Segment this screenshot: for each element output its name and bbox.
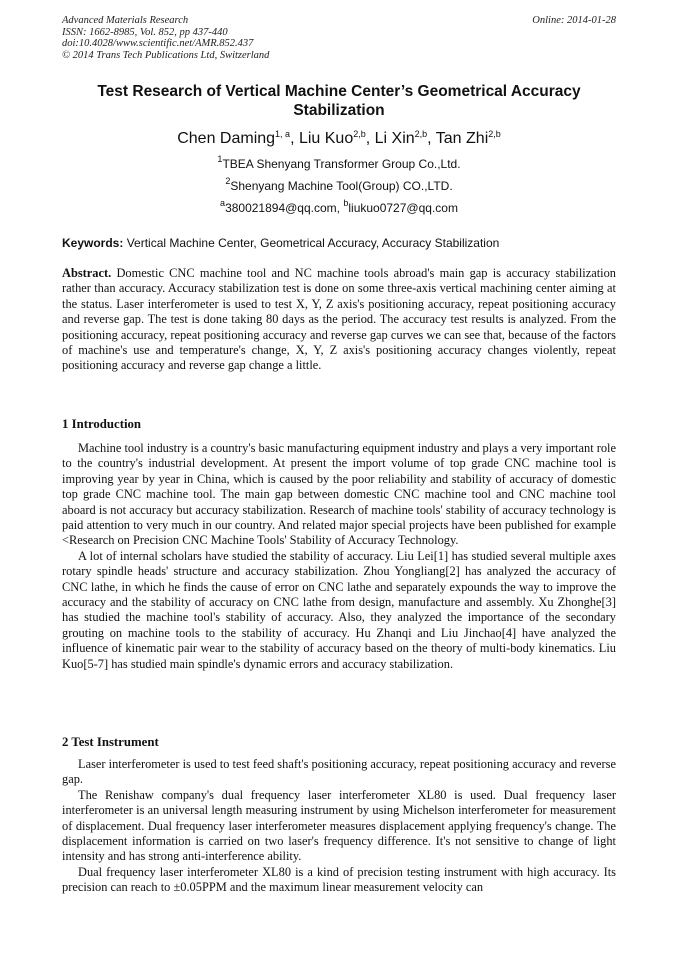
email-address[interactable]: liukuo0727@qq.com	[348, 201, 458, 215]
section-heading: 2 Test Instrument	[62, 735, 159, 749]
affiliation-2	[62, 176, 616, 194]
author-emails	[62, 198, 616, 216]
author-affiliation-mark: 2,b	[353, 129, 366, 139]
journal-doi: doi:10.4028/www.scientific.net/AMR.852.437	[62, 38, 254, 49]
affiliation-text: TBEA Shenyang Transformer Group Co.,Ltd.	[222, 157, 461, 171]
keywords	[62, 236, 616, 250]
journal-copyright: © 2014 Trans Tech Publications Ltd, Switzerland	[62, 49, 270, 61]
journal-name: Advanced Materials Research	[62, 15, 189, 26]
paragraph: The Renishaw company's dual frequency laser interferometer XL80 is used. Dual frequency laser interferometer is an universal length measuring instrument by using Michelson interferometer for measurement of displacement. Dual frequency laser interferometer measures displacement applying frequency's change. The displacement information is carried on two laser's frequency difference. It's not sensitive to change of light intensity and has strong anti-interference ability.	[62, 787, 616, 864]
paragraph: Dual frequency laser interferometer XL80 is a kind of precision testing instrument with high accuracy. Its precision can reach to ±0.05PPM and the maximum linear measurement velocity can	[62, 864, 616, 895]
paragraph: Laser interferometer is used to test feed shaft's positioning accuracy, repeat positioning accuracy and reverse gap.	[62, 757, 616, 787]
journal-issn: ISSN: 1662-8985, Vol. 852, pp 437-440	[62, 26, 228, 38]
paragraph: Machine tool industry is a country's basic manufacturing equipment industry and plays a very important role to the country's industrial development. At present the import volume of top grade CNC machine tool is improving year by year in China, which is caused by the poor reliability and stability of accuracy of domestic top grade CNC machine tool. The main gap between domestic CNC machine tool and CNC machine tool aboard is not accuracy but accuracy stabilization. Research of machine tools' stability of accuracy technology is paid attention to very much in our country. And related major special projects have been published for example <Research on Precision CNC Machine Tools' Stability of Accuracy Technology.	[62, 441, 617, 548]
affiliation-text: Shenyang Machine Tool(Group) CO.,LTD.	[230, 179, 453, 193]
author-name: Liu Kuo	[298, 130, 354, 147]
email-mark: a	[220, 198, 226, 208]
section-heading: 1 Introduction	[62, 417, 142, 431]
affiliation-mark: 2	[225, 176, 231, 186]
abstract-text: Domestic CNC machine tool and NC machine tools abroad's main gap is accuracy stabilization rather than accuracy. Accuracy stabilization test is done on some three-axis vertical machining center aiming at the status. Laser interferometer is used to test X, Y, Z axis's positioning accuracy, repeat positioning accuracy and reverse gap. The test is done taking 80 days as the period. The accuracy test results is analyzed. From the positioning accuracy, repeat positioning accuracy and reverse gap curves we can see that, because of the factors of machine's use and temperature's change, X, Y, Z axis's positioning accuracy changes violently, repeat positioning accuracy and reverse gap change a little.	[62, 266, 616, 373]
author-list: Chen Daming$^{1, a}$, Liu Kuo$^{2,b}$, Li Xin$^{2,b}$, Tan Zhi$^{2,b}$	[177, 129, 501, 147]
keywords-label: Keywords:	[62, 236, 124, 250]
abstract-paragraph	[62, 266, 616, 374]
abstract	[62, 266, 616, 374]
journal-header	[62, 15, 616, 61]
paper-title: Test Research of Vertical Machine Center’s Geometrical Accuracy Stabilization	[97, 83, 581, 119]
affiliation-1	[62, 154, 616, 172]
author-name: Li Xin	[374, 130, 415, 147]
author-name: Tan Zhi	[435, 130, 489, 147]
keywords-text: Vertical Machine Center, Geometrical Accuracy, Accuracy Stabilization	[126, 236, 500, 250]
section-body	[62, 441, 616, 672]
author-affiliation-mark: 2,b	[414, 129, 428, 139]
online-date: Online: 2014-01-28	[532, 15, 616, 26]
author-affiliation-mark: 2,b	[488, 129, 501, 139]
section-body	[62, 757, 616, 896]
abstract-label: Abstract.	[62, 266, 112, 280]
affiliation-mark: 1	[217, 154, 223, 164]
author-name: Chen Daming	[177, 130, 276, 147]
email-mark: b	[343, 198, 349, 208]
paragraph: A lot of internal scholars have studied the stability of accuracy. Liu Lei[1] has studied several multiple axes rotary spindle heads' structure and accuracy stabilization. Zhou Yongliang[2] has analyzed the accuracy of CNC lathe, in which he finds the cause of error on CNC lathe and separately expounds the way to improve the accuracy and the stability of accuracy on CNC lathe from design, manufacture and assembly. Xu Zhonghe[3] has studied the machine tool's stability of accuracy. Also, they analyzed the importance of the secondary grouting on machine tools to the stability of accuracy. Hu Zhanqi and Liu Jinchao[4] have analyzed the influence of kinematic pair wear to the stability of accuracy based on the theory of multi-body kinematics. Liu Kuo[5-7] has studied main spindle's dynamic errors and accuracy stabilization.	[62, 548, 616, 671]
author-affiliation-mark: 1, a	[275, 129, 291, 139]
email-address[interactable]: 380021894@qq.com,	[225, 201, 340, 215]
